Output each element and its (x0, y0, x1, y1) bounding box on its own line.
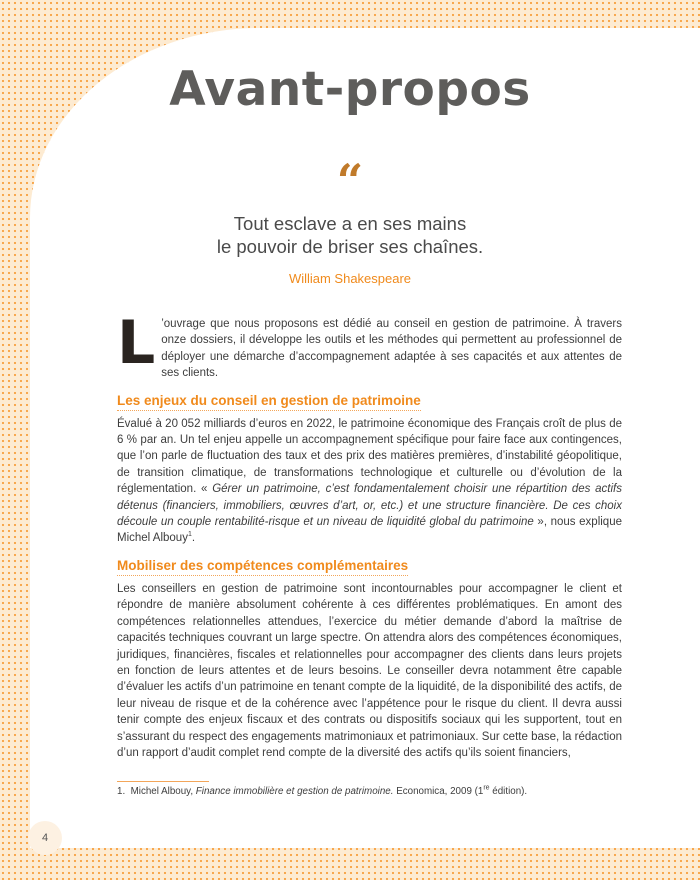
footnote-sup: re (483, 784, 490, 792)
quote-line: le pouvoir de briser ses chaînes. (216, 236, 484, 257)
page-number: 4 (28, 821, 62, 855)
quote-mark-icon: “ (336, 154, 364, 208)
paragraph (117, 416, 622, 547)
page-flow (117, 308, 623, 798)
section-heading: Mobiliser des compétences complémentaires (117, 557, 408, 576)
drop-cap: L (117, 308, 156, 378)
text: . (191, 532, 196, 545)
paragraph: Les conseillers en gestion de patrimoine sont incontournables pour accompagner le client et répondre de manière absolument cohérente à ces différentes problématiques. En amont des compétences relationnelles attendues, l’exercice du métier demande d’abord la maîtrise de capacités techniques couvrant un large spectre. On attendra alors des compétences économiques, juridiques, financières, fiscales et relationnelles pour accompagner des clients dans leurs projets en fonction de leurs attentes et de leurs besoins. Le conseiller devra notamment être capable d’évaluer les actifs d’un patrimoine en tenant compte de la liquidité, de la disponibilité des actifs, de leur niveau de risque et de la cohérence avec l’appétence pour le risque du client. Il devra aussi tenir compte des enjeux fiscaux et des contrats ou dispositifs sociaux qui les supportent, tout en s’assurant du respect des engagements matrimoniaux et patrimoniaux. Sur cette base, la rédaction d’un rapport d’audit complet rend compte de la diversité des actifs qu’ils soient financiers, (117, 582, 622, 759)
quote-line: Tout esclave a en ses mains (233, 213, 467, 234)
epigraph-quote (0, 212, 700, 258)
footnote-number: 1. (117, 786, 126, 797)
citation: Gérer un patrimoine, c’est fondamentalement choisir une répartition des actifs détenus (financiers, immobiliers, œuvres d’art, or, etc.) et une structure financière. De ces choix découle un couple rentabilité-risque et un niveau de liquidité global du patrimoine (117, 483, 623, 529)
footnote-ref[interactable]: 1 (187, 531, 192, 539)
intro-text: ’ouvrage que nous proposons est dédié au conseil en gestion de patrimoine. À travers onze dossiers, il développe les outils et les méthodes qui permettent au professionnel de déployer une démarche d’accompagnement adaptée à ses capacités et aux attentes de ses clients. (161, 318, 622, 380)
section-heading: Les enjeux du conseil en gestion de patrimoine (117, 392, 421, 411)
footnote-text: Economica, 2009 (1 (393, 786, 484, 797)
quote-author: William Shakespeare (288, 271, 412, 286)
body-content (117, 308, 623, 761)
footnote-text: édition). (489, 786, 528, 797)
footnote-author: Michel Albouy, (130, 786, 196, 797)
intro-paragraph (117, 308, 622, 382)
footnote-divider (117, 781, 209, 782)
page-title: Avant-propos (169, 62, 531, 117)
spacer (117, 761, 622, 781)
text: », nous explique Michel Albouy (117, 516, 622, 545)
footnote-title: Finance immobilière et gestion de patrimoine. (195, 786, 394, 797)
text: Évalué à 20 052 milliards d’euros en 2022, le patrimoine économique des Français croît de plus de 6 % par an. Un tel enjeu appelle un accompagnement spécifique pour faire face aux contingences, que l’on parle de fluctuation des taux et des prix des matières premières, d’instabilité géopolitique, de transition climatique, de transformations technologique et culturelle ou d’évolution de la réglementation. « (117, 417, 622, 496)
footnote (117, 785, 622, 798)
